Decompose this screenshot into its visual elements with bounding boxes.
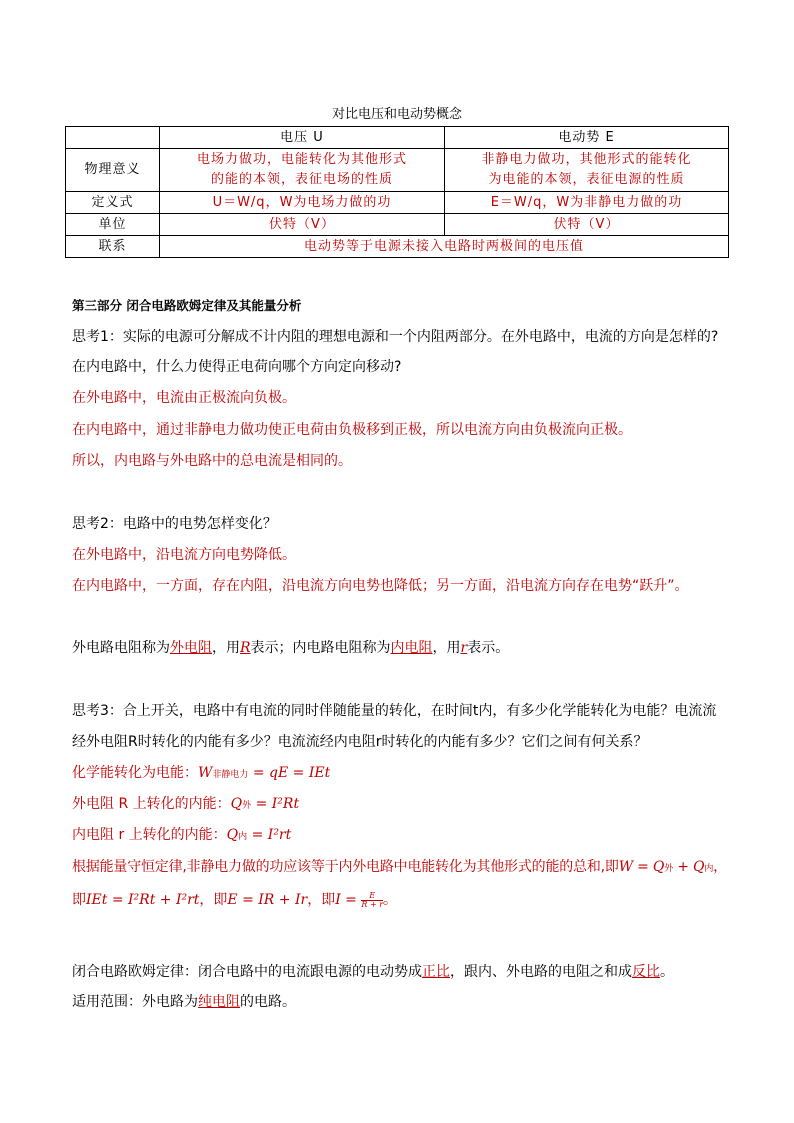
- keyword-proportional: 正比: [422, 964, 450, 980]
- scope-statement: [72, 991, 296, 1011]
- denominator: R + r: [361, 899, 384, 909]
- energy-internal-line: [72, 824, 291, 844]
- think1-answer: 在内电路中，通过非静电力做功使正电荷由负极移到正极，所以电流方向由负极流向正极。: [72, 422, 632, 438]
- table-header-cell: 电动势 E: [445, 127, 729, 149]
- resistance-definition: [72, 637, 509, 657]
- text: 适用范围：外电路为: [72, 994, 198, 1010]
- text: 表示。: [467, 640, 510, 656]
- formula: IEt = I²Rt + I²rt: [86, 892, 200, 908]
- ohm-law-statement: [72, 961, 674, 981]
- formula-rest: = qE = IEt: [248, 765, 331, 781]
- text: 。: [383, 892, 398, 908]
- formula: [231, 796, 299, 812]
- table-header-row: [66, 127, 729, 149]
- ohm-derivation-line: [72, 889, 397, 909]
- think1-question: 在内电路中，什么力使得正电荷向哪个方向定向移动?: [72, 359, 402, 375]
- row-label: 联系: [66, 236, 160, 258]
- label: 化学能转化为电能：: [72, 765, 198, 781]
- formula: E = IR + Ir: [227, 892, 308, 908]
- table-row: [66, 149, 729, 192]
- symbol: Q: [226, 827, 239, 843]
- cell-line: 电场力做功，电能转化为其他形式: [196, 152, 407, 167]
- table-header-cell: [66, 127, 160, 149]
- table-row: [66, 236, 729, 258]
- text: ，即: [199, 892, 228, 908]
- symbol-R: R: [240, 640, 251, 656]
- voltage-cell: [160, 149, 445, 192]
- symbol: W: [198, 765, 213, 781]
- think2-answer: 在外电路中，沿电流方向电势降低。: [72, 547, 296, 563]
- text: ，跟内、外电路的电阻之和成: [450, 964, 632, 980]
- subscript: 外: [664, 864, 674, 874]
- table-row: [66, 214, 729, 236]
- text: ，即: [307, 892, 336, 908]
- comparison-table: [65, 126, 729, 258]
- fraction: [361, 892, 383, 909]
- subscript: 外: [242, 801, 252, 811]
- table-caption: 对比电压和电动势概念: [331, 107, 462, 122]
- text: 闭合电路欧姆定律：闭合电路中的电流跟电源的电动势成: [72, 964, 422, 980]
- formula: [619, 859, 713, 875]
- energy-conservation-line: [72, 856, 727, 876]
- symbol-r: r: [460, 640, 468, 656]
- formula-part: W = Q: [618, 859, 665, 875]
- text: 即: [72, 892, 86, 908]
- row-label: 定义式: [66, 192, 160, 214]
- keyword-external-resistance: 外电阻: [170, 640, 212, 656]
- numerator: E: [361, 892, 383, 901]
- symbol: Q: [230, 796, 243, 812]
- text: 表示；内电路电阻称为: [250, 640, 391, 656]
- text: 的电路。: [240, 994, 296, 1010]
- formula: I =: [335, 892, 362, 908]
- text: 根据能量守恒定律,非静电力做的功应该等于内外电路中电能转化为其他形式的能的总和,即: [72, 859, 619, 875]
- row-label: 物理意义: [66, 149, 160, 192]
- text: 外电路电阻称为: [72, 640, 170, 656]
- section-title: 第三部分 闭合电路欧姆定律及其能量分析: [72, 298, 302, 313]
- text: ，用: [212, 640, 240, 656]
- text: 。: [660, 964, 674, 980]
- table-row: [66, 192, 729, 214]
- emf-cell: E＝W/q，W为非静电力做的功: [445, 192, 729, 214]
- voltage-cell: U＝W/q，W为电场力做的功: [160, 192, 445, 214]
- formula-part: + Q: [673, 859, 705, 875]
- formula: [227, 827, 292, 843]
- cell-line: 的能的本领，表征电场的性质: [210, 172, 393, 187]
- subscript: 非静电力: [212, 770, 249, 780]
- row-label: 单位: [66, 214, 160, 236]
- table-header-cell: 电压 U: [160, 127, 445, 149]
- formula: [198, 765, 330, 781]
- cell-line: 为电能的本领，表征电源的性质: [488, 172, 685, 187]
- text: ，用: [432, 640, 461, 656]
- formula-rest: = I²rt: [247, 827, 292, 843]
- label: 内电阻 r 上转化的内能：: [72, 827, 227, 843]
- keyword-inverse: 反比: [632, 964, 660, 980]
- emf-cell: [445, 149, 729, 192]
- keyword-internal-resistance: 内电阻: [390, 640, 433, 656]
- think1-question: 思考1：实际的电源可分解成不计内阻的理想电源和一个内阻两部分。在外电路中，电流的方向是怎样的?: [72, 329, 719, 345]
- emf-cell: 伏特（V）: [445, 214, 729, 236]
- text: ，: [713, 859, 727, 875]
- formula-rest: = I²Rt: [251, 796, 300, 812]
- subscript: 内: [238, 832, 248, 842]
- think1-answer: 在外电路中，电流由正极流向负极。: [72, 390, 296, 406]
- voltage-cell: 伏特（V）: [160, 214, 445, 236]
- think2-answer: 在内电路中，一方面，存在内阻，沿电流方向电势也降低；另一方面，沿电流方向存在电势“跃升”。: [72, 578, 689, 594]
- merged-cell: 电动势等于电源未接入电路时两极间的电压值: [160, 236, 729, 258]
- label: 外电阻 R 上转化的内能：: [72, 796, 231, 812]
- energy-chemical-line: [72, 762, 330, 782]
- energy-external-line: [72, 793, 299, 813]
- cell-line: 非静电力做功，其他形式的能转化: [481, 152, 692, 167]
- think3-question: 经外电阻R时转化的内能有多少？电流流经内电阻r时转化的内能有多少？它们之间有何关系？: [72, 734, 648, 750]
- think1-answer: 所以，内电路与外电路中的总电流是相同的。: [72, 453, 352, 469]
- think3-question: 思考3：合上开关，电路中有电流的同时伴随能量的转化，在时间t内，有多少化学能转化为电能？电流流: [72, 703, 717, 719]
- subscript: 内: [704, 864, 714, 874]
- think2-question: 思考2：电路中的电势怎样变化？: [72, 516, 277, 532]
- keyword-pure-resistance: 纯电阻: [198, 994, 240, 1010]
